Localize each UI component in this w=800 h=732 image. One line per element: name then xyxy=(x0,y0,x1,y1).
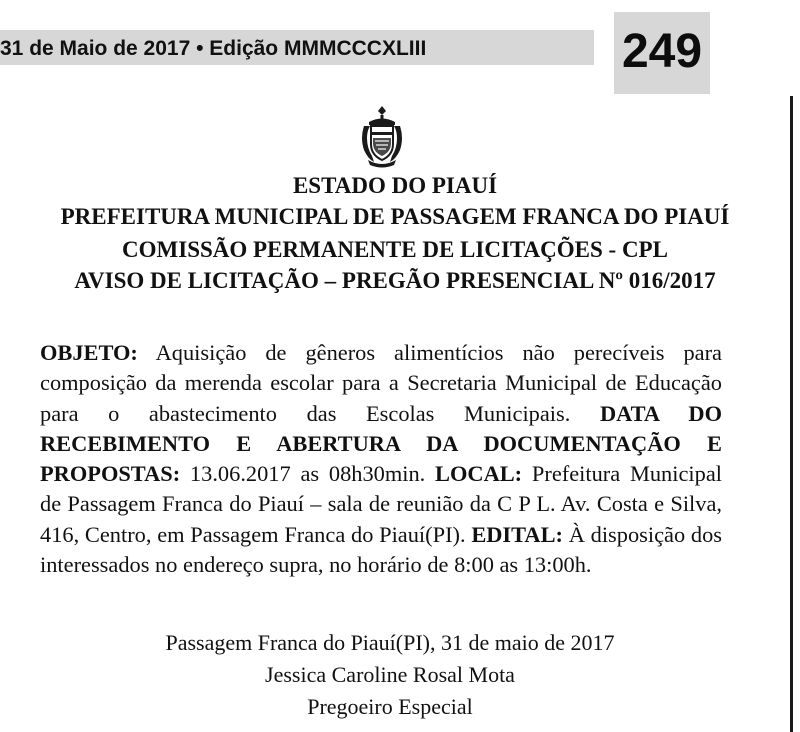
text-edital: À disposição dos interessados no endereço supra, no horário de 8:00 as 13:00h. xyxy=(40,521,723,578)
heading-notice-title: AVISO DE LICITAÇÃO – PREGÃO PRESENCIAL Nº 016/2017 xyxy=(74,268,716,293)
text-objeto: Aquisição de gêneros alimentícios não perecíveis para composição da merenda escolar para a Secretaria Municipal de Educação para o abastecimento das Escolas Municipais. xyxy=(40,340,722,426)
heading-prefeitura: PREFEITURA MUNICIPAL DE PASSAGEM FRANCA DO PIAUÍ xyxy=(60,204,730,229)
heading-commission: COMISSÃO PERMANENTE DE LICITAÇÕES - CPL xyxy=(122,237,668,262)
text-data: 13.06.2017 as 08h30min. xyxy=(180,461,436,487)
notice-body xyxy=(40,338,722,580)
header-date-edition: 31 de Maio de 2017 • Edição MMMCCCXLIII xyxy=(0,37,427,60)
label-edital: EDITAL: xyxy=(471,521,563,547)
label-local: LOCAL: xyxy=(435,461,523,487)
coat-of-arms-icon xyxy=(360,104,404,168)
text-local: Prefeitura Municipal de Passagem Franca do Piauí – sala de reunião da C P L. Av. Costa e Silva, 416, Centro, em Passagem Franca do Piauí(PI). xyxy=(40,461,722,547)
page-number: 249 xyxy=(621,25,703,78)
column-rule xyxy=(790,96,793,732)
label-objeto: OBJETO: xyxy=(40,340,138,365)
label-data: DATA DO RECEBIMENTO E ABERTURA DA DOCUMENTAÇÃO E PROPOSTAS: xyxy=(40,400,722,487)
signature-place-date: Passagem Franca do Piauí(PI), 31 de maio de 2017 xyxy=(165,630,615,655)
signature-name: Jessica Caroline Rosal Mota xyxy=(265,662,515,687)
heading-state: ESTADO DO PIAUÍ xyxy=(292,173,498,198)
signature-role: Pregoeiro Especial xyxy=(307,694,473,719)
